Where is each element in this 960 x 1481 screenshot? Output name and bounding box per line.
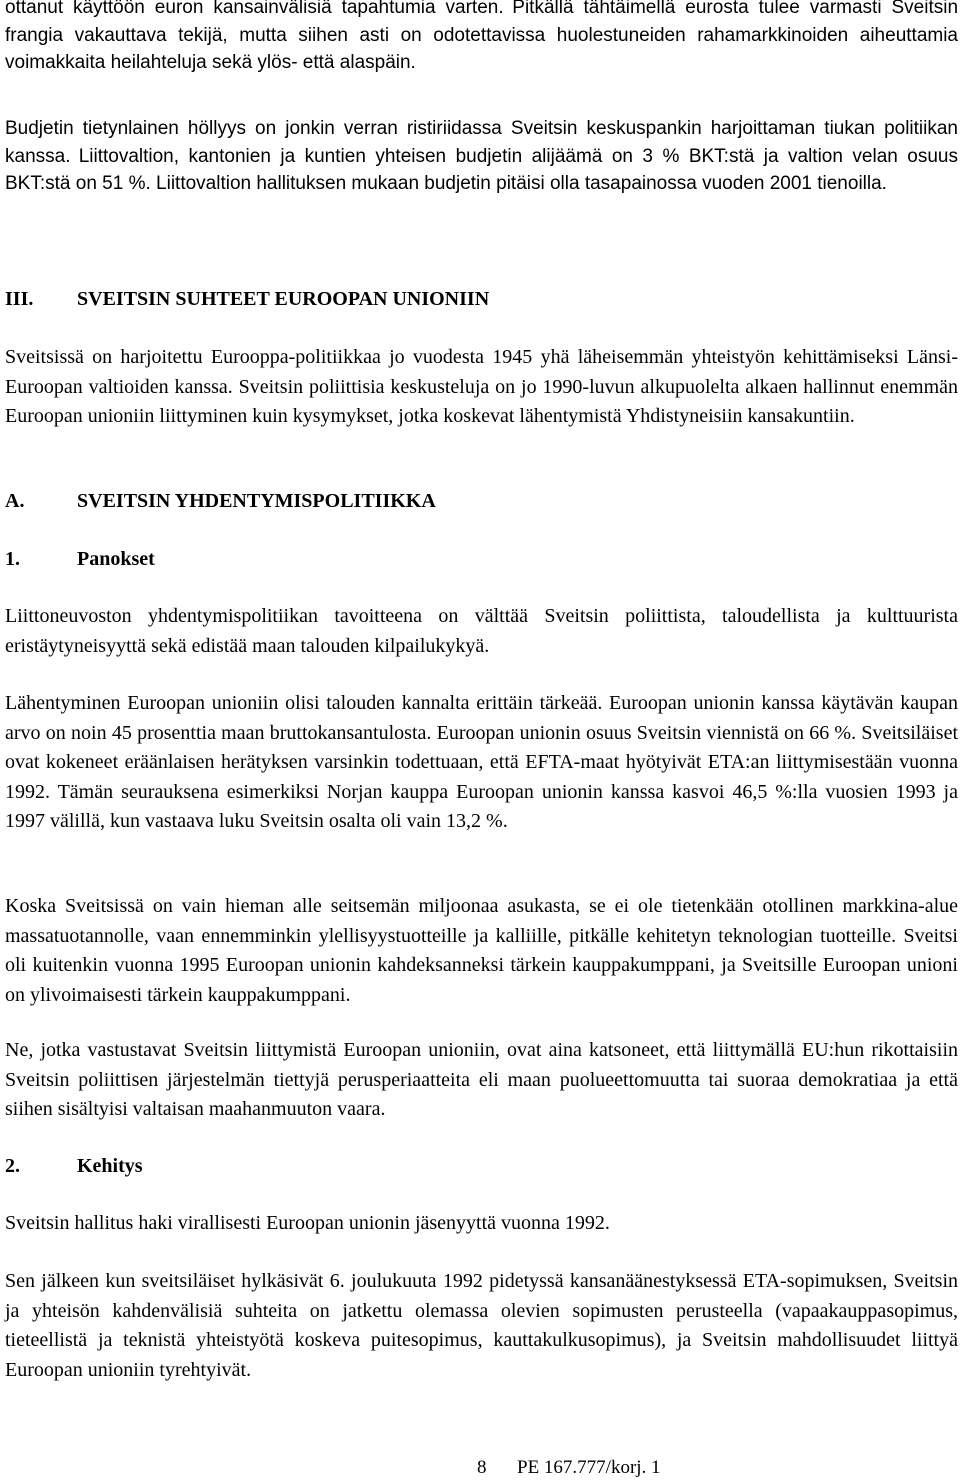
paragraph-budget-start: Budjetin tietynlainen höllyys on jonkin verran ristiriidassa Sveitsin keskuspankin harjoittaman tiukan politiikan kanssa. bbox=[5, 118, 958, 167]
paragraph-market: Koska Sveitsissä on vain hieman alle seitsemän miljoonaa asukasta, se ei ole tietenkään otollinen markkina-alue massatuotannolle, vaan ennemminkin ylellisyystuotteille ja kalliille, pitkälle kehitetyn teknologian tuotteille. Sveitsi oli kuitenkin vuonna 1995 Euroopan unionin kahdeksanneksi tärkein kauppakumppani, ja Sveitsille Euroopan unioni on ylivoimaisesti tärkein kauppakumppani. bbox=[5, 895, 958, 1006]
paragraph-trade: Lähentyminen Euroopan unioniin olisi talouden kannalta erittäin tärkeää. Euroopan unionin kanssa käytävän kaupan arvo on noin 45 prosenttia maan bruttokansantulosta. Euroopan unionin osuus Sveitsin viennistä on 66 %. Sveitsiläiset ovat kokeneet eräänlaisen herätyksen varsinkin todettuaan, että EFTA-maat hyötyivät ETA:an liittymisestään vuonna 1992. Tämän seurauksena esimerkiksi Norjan kauppa Euroopan unionin kanssa kasvoi 46,5 %:lla vuosien 1993 ja 1997 välillä, kun vastaava luku Sveitsin osalta oli vain 13,2 %. bbox=[5, 692, 958, 832]
page-footer bbox=[477, 1456, 661, 1480]
paragraph-europe-policy-rest: Sveitsin poliittisia keskusteluja on jo 1990-luvun alkupuolelta alkaen hallinnut enemmän Euroopan unioniin liittyminen kuin kysymykset, jotka koskevat lähentymistä Yhdistyneisiin kansakuntiin. bbox=[5, 375, 959, 427]
section-heading-iii bbox=[5, 285, 489, 315]
paragraph-currency-rest: Pitkällä tähtäimellä eurosta tulee varmasti Sveitsin frangia vakauttava tekijä, mutta siihen asti on odotettavissa huolestuneiden rahamarkkinoiden aiheuttamia voimakkaita heilahteluja sekä ylös- että alaspäin. bbox=[5, 0, 959, 73]
heading-development-number: 2. bbox=[5, 1155, 20, 1177]
heading-development bbox=[5, 1152, 143, 1182]
paragraph-europe-policy-start: Sveitsissä on harjoitettu Eurooppa-politiikkaa jo vuodesta 1945 yhä läheisemmän yhteistyön kehittämiseksi Länsi-Euroopan valtioiden kanssa. bbox=[5, 346, 958, 398]
paragraph-opponents: Ne, jotka vastustavat Sveitsin liittymistä Euroopan unioniin, ovat aina katsoneet, että liittymällä EU:hun rikottaisiin Sveitsin poliittisen järjestelmän tiettyjä perusperiaatteita eli maan puolueettomuutta tai suoraa demokratiaa ja että siihen sisältyisi valtaisan maahanmuuton vaara. bbox=[5, 1039, 958, 1120]
paragraph-objective: Liittoneuvoston yhdentymispolitiikan tavoitteena on välttää Sveitsin poliittista, taloudellista ja kulttuurista eristäytyneisyyttä sekä edistää maan talouden kilpailukykyä. bbox=[5, 605, 958, 657]
paragraph-currency bbox=[5, 0, 958, 77]
paragraph-currency-start: ottanut käyttöön euron kansainvälisiä tapahtumia varten. bbox=[5, 0, 504, 18]
section-title: SVEITSIN SUHTEET EUROOPAN UNIONIIN bbox=[77, 288, 490, 310]
heading-stakes bbox=[5, 545, 155, 575]
heading-stakes-number: 1. bbox=[5, 548, 20, 570]
section-number: III. bbox=[5, 288, 34, 310]
subsection-heading-a bbox=[5, 487, 436, 517]
subsection-title: SVEITSIN YHDENTYMISPOLITIIKKA bbox=[77, 490, 436, 512]
paragraph-referendum: Sen jälkeen kun sveitsiläiset hylkäsivät 6. joulukuuta 1992 pidetyssä kansanäänestyksessä ETA-sopimuksen, Sveitsin ja yhteisön kahdenvälisiä suhteita on jatkettu olemassa olevien sopimusten perusteella (vapaakauppasopimus, tieteellistä ja teknistä yhteistyötä koskeva puitesopimus, kauttakulkusopimus), ja Sveitsin mahdollisuudet liittyä Euroopan unioniin tyrehtyivät. bbox=[5, 1270, 958, 1381]
heading-stakes-title: Panokset bbox=[77, 548, 155, 570]
subsection-number: A. bbox=[5, 490, 25, 512]
page-number: 8 bbox=[477, 1457, 487, 1478]
paragraph-application: Sveitsin hallitus haki virallisesti Euroopan unionin jäsenyyttä vuonna 1992. bbox=[5, 1212, 610, 1234]
paragraph-budget bbox=[5, 115, 958, 198]
paragraph-budget-rest: Liittovaltion, kantonien ja kuntien yhteisen budjetin alijäämä on 3 % BKT:stä ja valtion velan osuus BKT:stä on 51 %. Liittovaltion hallituksen mukaan budjetin pitäisi olla tasapainossa vuoden 2001 tienoilla. bbox=[5, 145, 959, 194]
paragraph-europe-policy bbox=[5, 343, 958, 432]
document-reference: PE 167.777/korj. 1 bbox=[517, 1457, 661, 1478]
heading-development-title: Kehitys bbox=[77, 1155, 143, 1177]
